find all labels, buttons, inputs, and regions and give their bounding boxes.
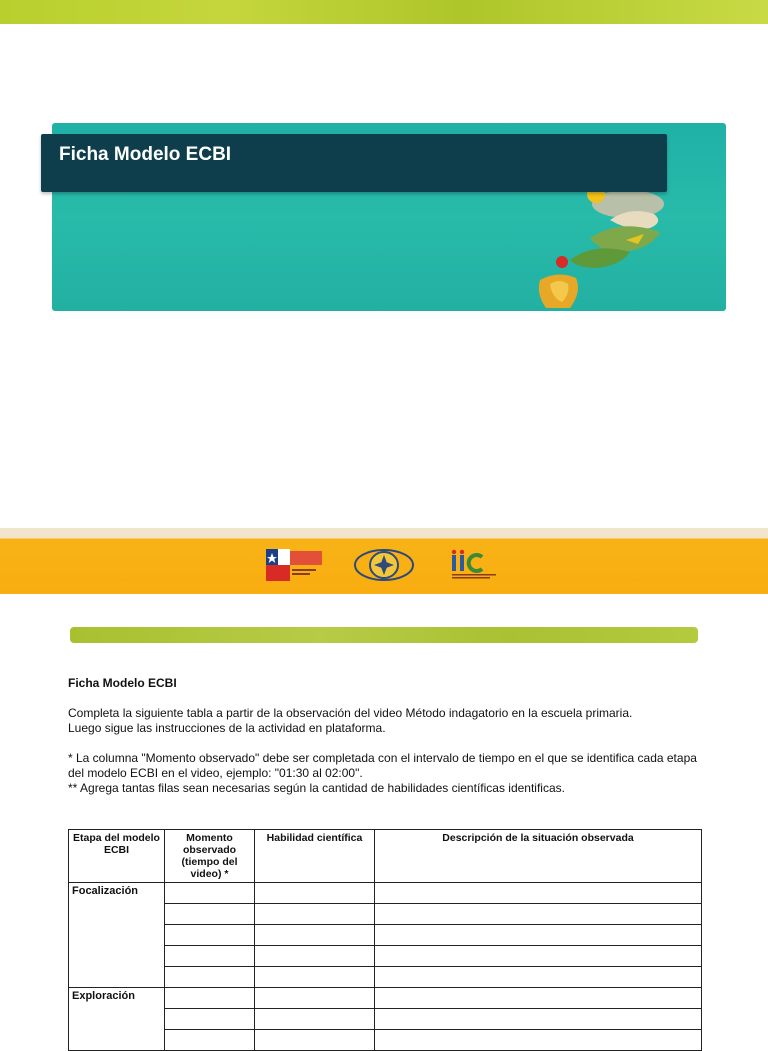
table-cell[interactable] (255, 1030, 375, 1051)
column-header: Momento observado (tiempo del video) * (165, 830, 255, 883)
table-cell[interactable] (165, 883, 255, 904)
illustration-image (530, 180, 690, 312)
table-cell[interactable] (165, 988, 255, 1009)
table-cell[interactable] (165, 925, 255, 946)
divider-bar (70, 627, 698, 643)
table-cell[interactable] (255, 925, 375, 946)
table-cell[interactable] (255, 904, 375, 925)
stage-cell: Exploración (69, 988, 165, 1051)
iie-logo (448, 549, 500, 581)
note-text: * La columna "Momento observado" debe ser completada con el intervalo de tiempo en el que se identifica cada etapa del modelo ECBI en el video, ejemplo: "01:30 al 02:00". (68, 751, 697, 780)
document-body (68, 676, 700, 796)
table-row (69, 883, 702, 904)
table-cell[interactable] (375, 1030, 702, 1051)
column-header: Etapa del modelo ECBI (69, 830, 165, 883)
table-cell[interactable] (375, 967, 702, 988)
observation-table (68, 829, 702, 1051)
table-cell[interactable] (165, 967, 255, 988)
table-header-row (69, 830, 702, 883)
intro-text: Luego sigue las instrucciones de la actividad en plataforma. (68, 721, 386, 735)
table-cell[interactable] (255, 988, 375, 1009)
title-bar (41, 134, 667, 192)
table-cell[interactable] (375, 925, 702, 946)
table-cell[interactable] (165, 946, 255, 967)
table-cell[interactable] (255, 946, 375, 967)
ministerio-educacion-logo (266, 549, 322, 581)
column-header: Habilidad científica (255, 830, 375, 883)
table-cell[interactable] (165, 904, 255, 925)
table-cell[interactable] (165, 1030, 255, 1051)
table-cell[interactable] (375, 988, 702, 1009)
table-cell[interactable] (375, 904, 702, 925)
document-heading: Ficha Modelo ECBI (68, 676, 177, 690)
table-cell[interactable] (375, 883, 702, 904)
top-green-band (0, 0, 768, 24)
table-cell[interactable] (255, 967, 375, 988)
table-row (69, 988, 702, 1009)
note-text: ** Agrega tantas filas sean necesarias según la cantidad de habilidades científicas identificas. (68, 781, 565, 795)
table-cell[interactable] (255, 1009, 375, 1030)
university-seal-logo (353, 548, 415, 582)
stage-cell: Focalización (69, 883, 165, 988)
column-header: Descripción de la situación observada (375, 830, 702, 883)
table-cell[interactable] (165, 1009, 255, 1030)
table-cell[interactable] (255, 883, 375, 904)
table-cell[interactable] (375, 1009, 702, 1030)
intro-text: Completa la siguiente tabla a partir de la observación del video Método indagatorio en la escuela primaria. (68, 706, 633, 720)
table-cell[interactable] (375, 946, 702, 967)
page-title: Ficha Modelo ECBI (59, 144, 232, 165)
